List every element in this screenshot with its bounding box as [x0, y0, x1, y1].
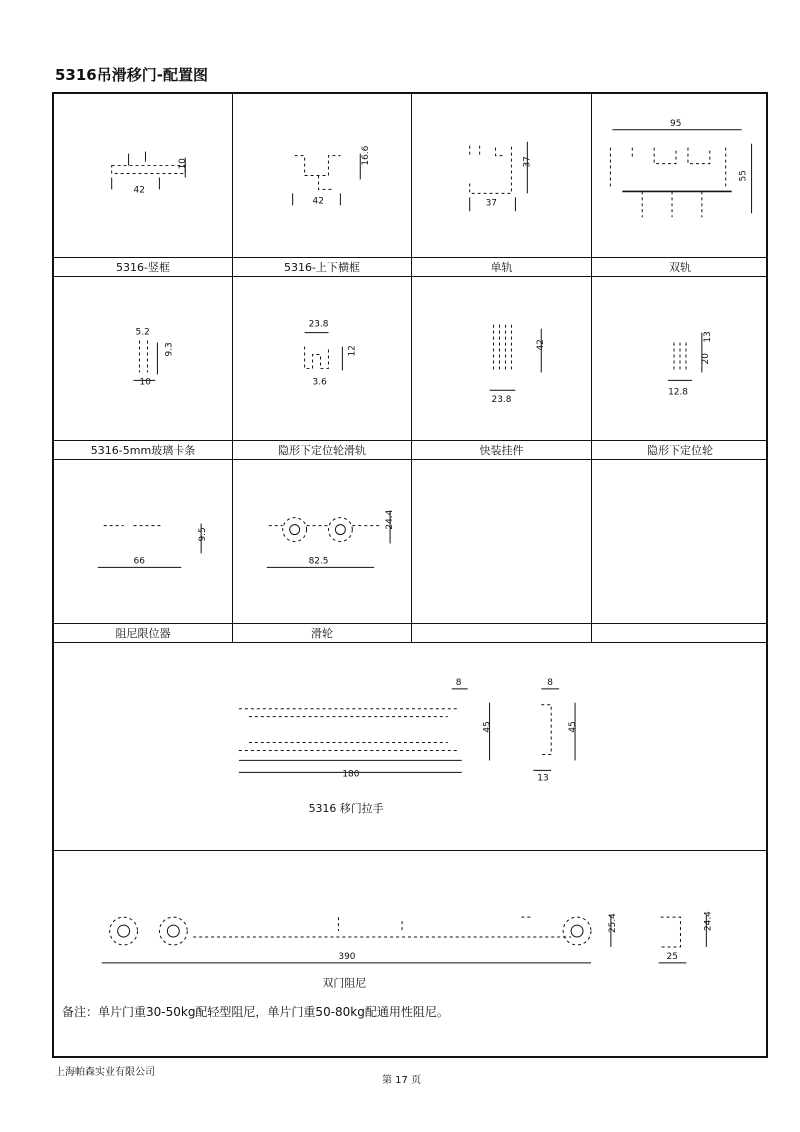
- drawing-hidden-wheel-rail: [233, 277, 412, 441]
- footer-company: 上海帕森实业有限公司: [55, 1067, 155, 1078]
- drawing-glass-clip: [54, 277, 233, 441]
- handle-dim-front-width: 8: [455, 677, 462, 688]
- drawing-pulley: [233, 460, 412, 624]
- dim-height: 42: [536, 339, 547, 351]
- drawing-double-rail: [592, 94, 768, 258]
- dim-gap: 3.6: [312, 377, 327, 388]
- drawing-empty-2: [592, 460, 768, 624]
- dim-top: 5.2: [135, 327, 150, 338]
- dim-width: 42: [312, 196, 324, 207]
- caption-hidden-wheel-rail: 隐形下定位轮滑轨: [233, 441, 412, 460]
- dim-top: 13: [702, 331, 713, 343]
- caption-glass-clip: 5316-5mm玻璃卡条: [54, 441, 233, 460]
- dim-height: 55: [738, 170, 749, 182]
- document-title: 5316吊滑移门-配置图: [55, 66, 208, 84]
- dim-height: 12: [347, 345, 358, 357]
- handle-dim-front-height: 45: [482, 721, 493, 733]
- caption-empty-2: [592, 624, 768, 643]
- drawing-horizontal-frame: [233, 94, 412, 258]
- dim-height: 20: [700, 353, 711, 365]
- dim-height: 24.4: [385, 509, 396, 530]
- dim-width: 23.8: [308, 319, 329, 330]
- drawing-empty-1: [412, 460, 592, 624]
- double-door-damper-section: [54, 851, 766, 1026]
- damper-dim-height: 25.4: [607, 913, 618, 934]
- drawing-damper-stopper: [54, 460, 233, 624]
- configuration-table: [52, 92, 768, 1058]
- dim-width: 37: [485, 198, 497, 209]
- handle-dim-length: 180: [342, 769, 360, 780]
- dim-height: 9.3: [164, 342, 175, 357]
- damper-caption: 双门阻尼: [322, 976, 367, 990]
- caption-hidden-wheel: 隐形下定位轮: [592, 441, 768, 460]
- dim-width: 12.8: [668, 387, 688, 398]
- caption-pulley: 滑轮: [233, 624, 412, 643]
- damper-dim-side-height: 24.4: [703, 911, 714, 932]
- remark-note: 备注：单片门重30-50kg配轻型阻尼，单片门重50-80kg配通用性阻尼。: [62, 1005, 449, 1019]
- dim-bottom: 10: [139, 377, 151, 388]
- dim-width: 23.8: [491, 395, 512, 406]
- caption-damper-stopper: 阻尼限位器: [54, 624, 233, 643]
- caption-vertical-frame: 5316-竖框: [54, 258, 233, 277]
- caption-single-rail: 单轨: [412, 258, 592, 277]
- handle-dim-side-base: 13: [537, 773, 549, 784]
- caption-horizontal-frame: 5316-上下横框: [233, 258, 412, 277]
- drawing-single-rail: [412, 94, 592, 258]
- footer-page-number: 第 17 页: [382, 1075, 422, 1086]
- handle-caption: 5316 移门拉手: [308, 802, 384, 816]
- damper-dim-length: 390: [338, 951, 356, 962]
- dim-length: 66: [133, 556, 145, 567]
- caption-double-rail: 双轨: [592, 258, 768, 277]
- caption-empty-1: [412, 624, 592, 643]
- dim-length: 82.5: [308, 556, 329, 567]
- handle-dim-side-height: 45: [568, 721, 579, 733]
- dim-height: 37: [522, 156, 533, 168]
- damper-dim-side-width: 25: [666, 951, 678, 962]
- dim-width: 42: [133, 185, 145, 196]
- dim-width: 95: [670, 118, 682, 129]
- parts-grid: [54, 94, 766, 643]
- dim-height: 9.5: [198, 527, 209, 542]
- dim-height: 16.6: [361, 145, 372, 166]
- dim-height: 10: [178, 158, 189, 170]
- drawing-hidden-wheel: [592, 277, 768, 441]
- handle-dim-side-width: 8: [547, 677, 553, 688]
- drawing-quick-hanger: [412, 277, 592, 441]
- caption-quick-hanger: 快装挂件: [412, 441, 592, 460]
- drawing-vertical-frame: [54, 94, 233, 258]
- sliding-door-handle-section: [54, 643, 766, 851]
